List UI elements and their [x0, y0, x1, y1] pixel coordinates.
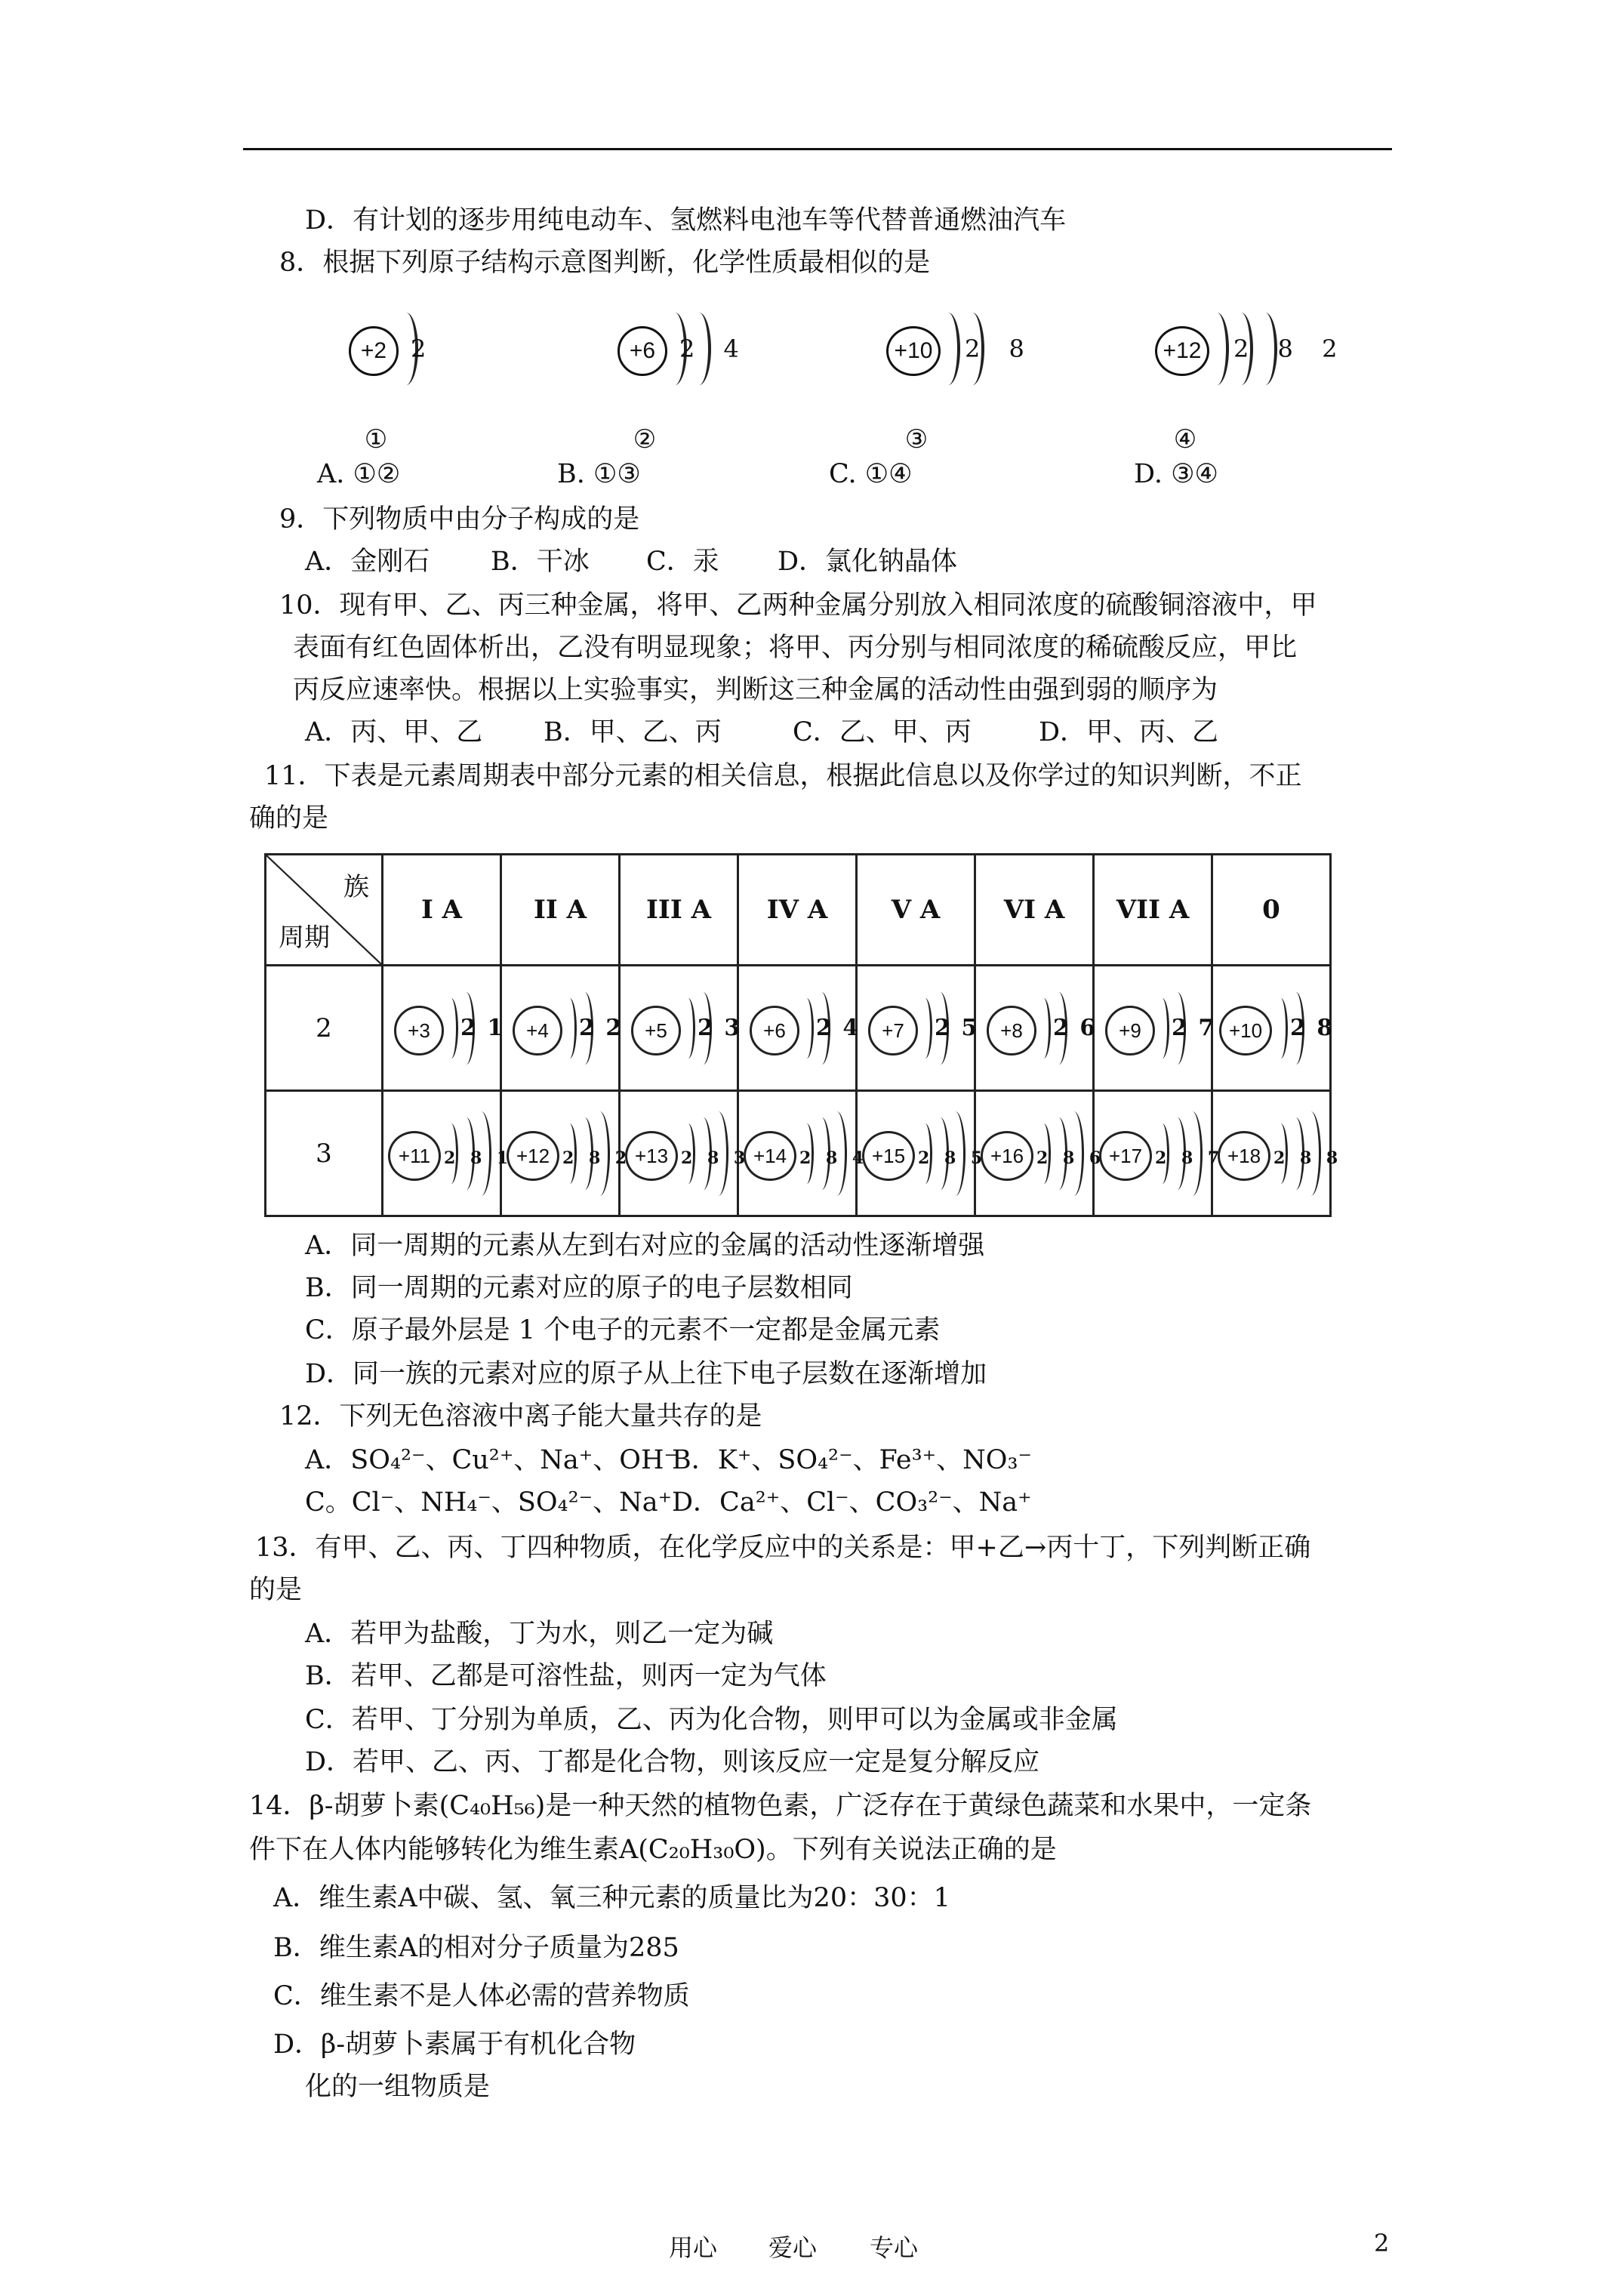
nucleus: +11: [388, 1131, 441, 1181]
atom-label: ③: [904, 424, 929, 455]
q13-line-2: 的是: [249, 1575, 303, 1605]
q14-line-2: 件下在人体内能够转化为维生素A(C₂₀H₃₀O)。下列有关说法正确的是: [249, 1835, 1057, 1865]
nucleus: +10: [1219, 1006, 1272, 1056]
element-cell: [501, 1091, 632, 1216]
atom-label: ②: [633, 424, 657, 455]
group-header: III A: [620, 855, 738, 966]
q10-line-2: 表面有红色固体析出，乙没有明显现象；将甲、丙分别与相同浓度的稀硫酸反应，甲比: [293, 633, 1298, 663]
nucleus: +18: [1218, 1131, 1270, 1181]
shell-arc: [936, 313, 960, 385]
page-number: 2: [1374, 2229, 1390, 2257]
q14-option-c[interactable]: C．维生素不是人体必需的营养物质: [273, 1981, 690, 2011]
shell-arc: [918, 998, 932, 1059]
q9-option-d[interactable]: D．氯化钠晶体: [778, 547, 958, 577]
periodic-table: [264, 853, 1343, 1217]
period-label: 2: [266, 966, 383, 1091]
nucleus: +9: [1105, 1006, 1155, 1056]
q7-option-d[interactable]: D．有计划的逐步用纯电动车、氢燃料电池车等代替普通燃油汽车: [305, 205, 1067, 236]
element-cell: [1212, 966, 1335, 1091]
group-header: V A: [857, 855, 975, 966]
q8-option-d[interactable]: D. ③④: [1134, 459, 1218, 489]
q10-option-d[interactable]: D．甲、丙、乙: [1039, 717, 1219, 747]
element-cell: [857, 1091, 987, 1216]
element-cell: [1094, 966, 1216, 1091]
shell-electrons: 2 8 2: [562, 1148, 632, 1168]
group-header: IV A: [738, 855, 857, 966]
shell-electrons: 2 3: [698, 1014, 742, 1041]
shell-arc: [681, 998, 695, 1059]
element-cell: [738, 966, 861, 1091]
shell-electrons: 2 4: [816, 1014, 861, 1041]
shell-arc: [444, 998, 458, 1059]
element-cell: [620, 966, 742, 1091]
q11-option-a[interactable]: A．同一周期的元素从左到右对应的金属的活动性逐渐增强: [305, 1231, 985, 1261]
q13-option-b[interactable]: B．若甲、乙都是可溶性盐，则丙一定为气体: [305, 1661, 827, 1691]
q12-stem: 12．下列无色溶液中离子能大量共存的是: [279, 1401, 762, 1432]
shell-electrons: 2 1: [460, 1014, 505, 1041]
nucleus: +13: [625, 1131, 678, 1181]
shell-electrons: 2 8 5: [918, 1148, 987, 1168]
q8-option-a[interactable]: A. ①②: [317, 459, 401, 489]
atom-label: ①: [364, 424, 388, 455]
nucleus: +3: [394, 1006, 444, 1056]
nucleus: +6: [750, 1006, 799, 1056]
shell-electrons: 2 8 6: [1036, 1148, 1106, 1168]
q9-stem: 9．下列物质中由分子构成的是: [279, 504, 640, 535]
element-cell: [501, 966, 624, 1091]
q14-line-1: 14．β-胡萝卜素(C₄₀H₅₆)是一种天然的植物色素，广泛存在于黄绿色蔬菜和水果中，一定条: [249, 1791, 1312, 1821]
shell-electrons: 2 8 2: [1233, 334, 1348, 363]
nucleus: +8: [987, 1006, 1036, 1056]
q13-line-1: 13．有甲、乙、丙、丁四种物质，在化学反应中的关系是：甲+乙→丙十丁，下列判断正确: [255, 1533, 1311, 1563]
q12-option-b[interactable]: B．K⁺、SO₄²⁻、Fe³⁺、NO₃⁻: [672, 1445, 1032, 1475]
shell-electrons: 2 8: [965, 334, 1035, 363]
element-cell: [1212, 1091, 1343, 1216]
shell-electrons: 2 8: [1290, 1014, 1335, 1041]
nucleus: +12: [507, 1131, 559, 1181]
element-cell: [383, 966, 505, 1091]
footer-slogan-2: 爱心: [768, 2233, 818, 2262]
atom-label: ④: [1173, 424, 1197, 455]
nucleus: +16: [981, 1131, 1033, 1181]
q8-option-c[interactable]: C. ①④: [829, 459, 913, 489]
q13-option-d[interactable]: D．若甲、乙、丙、丁都是化合物，则该反应一定是复分解反应: [305, 1747, 1040, 1777]
q8-option-b[interactable]: B. ①③: [557, 459, 641, 489]
q9-option-a[interactable]: A．金刚石: [305, 547, 430, 577]
nucleus: +2: [349, 326, 399, 376]
table-corner: [266, 855, 383, 966]
element-cell: [857, 966, 979, 1091]
q10-option-c[interactable]: C．乙、甲、丙: [793, 717, 972, 747]
shell-electrons: 2 8 4: [799, 1148, 869, 1168]
period-label: 3: [266, 1091, 383, 1216]
q12-option-c[interactable]: C。Cl⁻、NH₄⁻、SO₄²⁻、Na⁺: [305, 1487, 673, 1518]
group-header: VII A: [1094, 855, 1212, 966]
corner-period-label: 周期: [279, 923, 330, 953]
shell-electrons: 2 8 8: [1273, 1148, 1343, 1168]
q10-option-b[interactable]: B．甲、乙、丙: [544, 717, 722, 747]
q14-option-d[interactable]: D．β-胡萝卜素属于有机化合物: [273, 2029, 636, 2060]
shell-electrons: 2: [411, 334, 437, 363]
footer-slogan-1: 用心: [669, 2233, 718, 2262]
nucleus: +10: [886, 326, 941, 376]
q13-option-a[interactable]: A．若甲为盐酸，丁为水，则乙一定为碱: [305, 1619, 774, 1649]
shell-electrons: 2 8 7: [1155, 1148, 1224, 1168]
q10-line-3: 丙反应速率快。根据以上实验事实，判断这三种金属的活动性由强到弱的顺序为: [293, 675, 1218, 705]
table-header-row: [266, 855, 1331, 966]
group-header: I A: [383, 855, 501, 966]
nucleus: +6: [617, 326, 667, 376]
shell-arc: [1205, 313, 1229, 385]
nucleus: +12: [1155, 326, 1209, 376]
shell-arc: [1273, 998, 1288, 1059]
nucleus: +17: [1099, 1131, 1152, 1181]
corner-group-label: 族: [343, 872, 369, 902]
shell-arc: [1155, 998, 1169, 1059]
q9-option-c[interactable]: C．汞: [646, 547, 719, 577]
table-row-period-2: [266, 966, 1331, 1091]
element-cell: [1094, 1091, 1224, 1216]
element-cell: [738, 1091, 869, 1216]
q12-option-d[interactable]: D．Ca²⁺、Cl⁻、CO₃²⁻、Na⁺: [672, 1487, 1032, 1518]
shell-electrons: 2 7: [1172, 1014, 1216, 1041]
q13-option-c[interactable]: C．若甲、丁分别为单质，乙、丙为化合物，则甲可以为金属或非金属: [305, 1705, 1118, 1735]
nucleus: +5: [631, 1006, 681, 1056]
shell-electrons: 2 8 3: [681, 1148, 750, 1168]
group-header: VI A: [975, 855, 1094, 966]
nucleus: +4: [513, 1006, 562, 1056]
nucleus: +7: [868, 1006, 918, 1056]
q10-option-a[interactable]: A．丙、甲、乙: [305, 717, 483, 747]
header-rule: [243, 148, 1392, 150]
q11-option-b[interactable]: B．同一周期的元素对应的原子的电子层数相同: [305, 1273, 853, 1303]
nucleus: +14: [744, 1131, 796, 1181]
q11-line-1: 11．下表是元素周期表中部分元素的相关信息，根据此信息以及你学过的知识判断，不正: [264, 761, 1302, 791]
element-cell: [975, 966, 1098, 1091]
q8-stem: 8．根据下列原子结构示意图判断，化学性质最相似的是: [279, 248, 931, 278]
q10-line-1: 10．现有甲、乙、丙三种金属，将甲、乙两种金属分别放入相同浓度的硫酸铜溶液中，甲: [279, 590, 1317, 621]
group-header: II A: [501, 855, 620, 966]
q12-option-a[interactable]: A．SO₄²⁻、Cu²⁺、Na⁺、OH⁻: [305, 1445, 678, 1475]
q11-option-d[interactable]: D．同一族的元素对应的原子从上往下电子层数在逐渐增加: [305, 1359, 987, 1389]
group-header: 0: [1212, 855, 1331, 966]
element-cell: [975, 1091, 1106, 1216]
nucleus: +15: [862, 1131, 915, 1181]
q15-fragment: 化的一组物质是: [305, 2072, 491, 2102]
q9-option-b[interactable]: B．干冰: [491, 547, 590, 577]
shell-electrons: 2 4: [679, 334, 750, 363]
q14-option-b[interactable]: B．维生素A的相对分子质量为285: [273, 1933, 679, 1963]
shell-arc: [1036, 998, 1051, 1059]
q11-line-2: 确的是: [249, 803, 329, 834]
element-cell: [620, 1091, 750, 1216]
shell-electrons: 2 5: [935, 1014, 979, 1041]
shell-arc: [562, 998, 577, 1059]
shell-electrons: 2 6: [1053, 1014, 1098, 1041]
footer-slogan-3: 专心: [870, 2233, 919, 2262]
table-row-period-3: [266, 1091, 1331, 1216]
shell-electrons: 2 2: [579, 1014, 624, 1041]
q14-option-a[interactable]: A．维生素A中碳、氢、氧三种元素的质量比为20：30：1: [273, 1883, 950, 1913]
q11-option-c[interactable]: C．原子最外层是 1 个电子的元素不一定都是金属元素: [305, 1315, 941, 1345]
element-cell: [383, 1091, 513, 1216]
shell-electrons: 2 8 1: [444, 1148, 513, 1168]
shell-arc: [799, 998, 814, 1059]
